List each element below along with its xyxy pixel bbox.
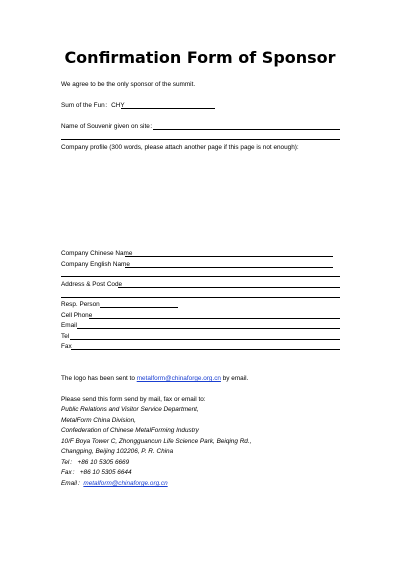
address-label: Address & Post Code [61, 281, 123, 288]
resp-person-label: Resp. Person [61, 301, 100, 308]
tel-field[interactable] [70, 339, 340, 340]
contact-line-3: Confederation of Chinese MetalForming Industry [61, 427, 199, 434]
contact-intro: Please send this form send by mail, fax or email to: [61, 396, 206, 403]
contact-email-label: Email： [61, 480, 84, 487]
tel-label: Tel [61, 333, 70, 340]
company-name-extra-line[interactable] [61, 276, 340, 277]
company-english-name-label: Company English Name [61, 261, 130, 268]
company-english-name-field[interactable] [125, 267, 333, 268]
address-extra-line[interactable] [61, 297, 340, 298]
souvenir-field-line2[interactable] [61, 139, 340, 140]
souvenir-field[interactable] [153, 129, 340, 130]
sum-of-fund-label: Sum of the Fun：CHY [61, 102, 125, 109]
email-label: Email [61, 322, 77, 329]
contact-line-2: MetalForm China Division, [61, 417, 136, 424]
cell-phone-field[interactable] [89, 318, 340, 319]
email-field[interactable] [77, 328, 340, 329]
logo-note-after: by email. [220, 375, 249, 382]
company-chinese-name-field[interactable] [125, 256, 333, 257]
company-profile-label: Company profile (300 words, please attach another page if this page is not enough): [61, 144, 299, 151]
fax-field[interactable] [71, 349, 340, 350]
resp-person-field[interactable] [100, 307, 178, 308]
logo-note-before: The logo has been sent to [61, 375, 137, 382]
cell-phone-label: Cell Phone [61, 312, 93, 319]
logo-email-link[interactable]: metalform@chinaforge.org.cn [136, 375, 221, 382]
intro-text: We agree to be the only sponsor of the summit. [61, 81, 196, 88]
company-chinese-name-label: Company Chinese Name [61, 250, 133, 257]
contact-fax: Fax： +86 10 5305 6644 [61, 469, 132, 476]
contact-tel: Tel： +86 10 5305 6669 [61, 459, 130, 466]
contact-line-1: Public Relations and Visitor Service Department, [61, 406, 199, 413]
page-title: Confirmation Form of Sponsor [64, 48, 336, 67]
contact-line-5: Changping, Beijing 102206, P. R. China [61, 448, 174, 455]
logo-note [61, 375, 248, 383]
sum-of-fund-field[interactable] [121, 108, 215, 109]
contact-line-4: 10/F Boya Tower C, Zhongguancun Life Science Park, Beiqing Rd., [61, 438, 252, 445]
fax-label: Fax [61, 343, 72, 350]
address-field[interactable] [118, 287, 340, 288]
contact-email-link[interactable]: metalform@chinaforge.org.cn [83, 480, 168, 487]
souvenir-label: Name of Souvenir given on site： [61, 123, 157, 130]
contact-email [61, 480, 168, 488]
